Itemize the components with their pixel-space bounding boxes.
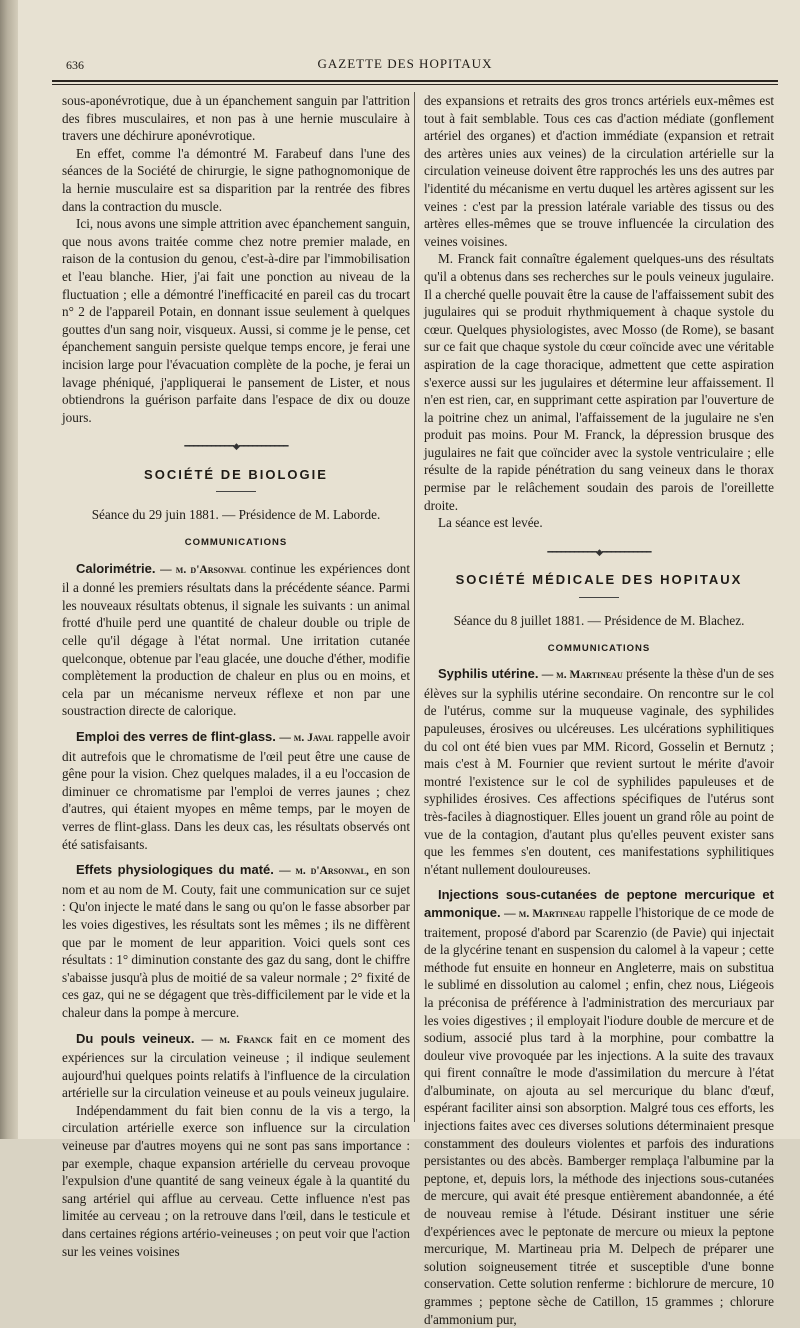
entry-text: fait en ce moment des expériences sur la circulation veineuse ; il indique seulement aujourd'hui quelques points relatifs à l'influence de la circulation artérielle sur la circulation veineuse et au pouls veineux jugulaire. — [62, 1030, 410, 1101]
short-rule — [579, 597, 619, 598]
entry-title: Syphilis utérine. — [438, 666, 539, 682]
entry-title: Calorimétrie. — [76, 560, 156, 576]
publication-title: GAZETTE DES HOPITAUX — [317, 56, 493, 71]
paragraph: En effet, comme l'a démontré M. Farabeuf dans l'une des séances de la Société de chirurgie, le signe pathognomonique de la hernie musculaire est sa disparition par la rentrée des fibres dans la contraction du muscle. — [62, 145, 410, 214]
entry-author: — m. Franck — [201, 1033, 273, 1046]
paragraph: sous-aponévrotique, due à un épanchement sanguin par l'attrition des fibres musculaires, et non pas à une hernie musculaire à travers une déchirure aponévrotique. — [62, 93, 410, 144]
entry-text: présente la thèse d'un de ses élèves sur la syphilis utérine secondaire. On rencontre sur le col de l'utérus, comme sur la muqueuse vaginale, des syphilides papuleuses, érosives ou ulcéreuses. Les ulcérations syphilitiques du col ont été bien vues par MM. Ricord, Gosselin et Bernutz ; mais c'est à M. Fournier que revient surtout le mérite d'avoir montré l'existence sur le col de syphilides papuleuses et de syphilides érosives. Ces affections spécifiques de l'utérus sont très-faciles à diagnostiquer. Elles jouent un grand rôle au point de vue de la contagion, d'autant plus qu'elles peuvent exister sans que les femmes s'en doutent, ces manifestations syphilitiques n'étant nullement douloureuses. — [424, 666, 774, 877]
entry-author: — m. d'Arsonval, — [279, 865, 369, 878]
left-column — [62, 92, 410, 1260]
page-header — [40, 54, 770, 76]
paragraph: M. Franck fait connaître également quelques-uns des résultats qu'il a obtenus dans ses recherches sur le pouls veineux jugulaire. Il a cherché quelle pouvait être la cause de l'affaissement subit des jugulaires qui se produit rhythmiquement à chaque systole du cœur. Quelques physiologistes, avec Mosso (de Rome), se basant sur ce fait que chaque systole du cœur coïncide avec une véritable aspiration de la cage thoracique, admettent que cette aspiration s'exerce aussi sur les jugulaires et détermine leur affaissement. Il n'en est rien, car, en supprimant cette aspiration par l'ouverture de la poitrine chez un animal, l'affaissement de la jugulaire ne s'en produit pas moins. Pour M. Franck, la dépression brusque des jugulaires ne fait que coïncider avec la systole ventriculaire ; elle résulte de la rapide pénétration du sang veineux dans le thorax permise par le relâchement soudain des parois de l'oreillette droite. — [424, 251, 774, 513]
section-ornament: ━━━━━━━━━━━◆━━━━━━━━━━━ — [184, 441, 288, 452]
communication-entry — [424, 886, 774, 1328]
communication-entry — [62, 728, 410, 853]
short-rule — [216, 491, 256, 492]
communications-heading: COMMUNICATIONS — [547, 642, 651, 654]
entry-title: Injections sous-cutanées de peptone mercurique et ammonique. — [424, 887, 774, 920]
communication-entry — [62, 861, 410, 1021]
communications-heading: COMMUNICATIONS — [184, 537, 288, 549]
society-heading: SOCIÉTÉ DE BIOLOGIE — [144, 466, 328, 482]
entry-author: — m. d'Arsonval — [160, 563, 246, 576]
entry-author: — m. Martineau — [504, 907, 586, 920]
entry-title: Effets physiologiques du maté. — [76, 862, 274, 878]
communication-entry — [62, 560, 410, 720]
paragraph: La séance est levée. — [438, 515, 543, 531]
entry-title: Du pouls veineux. — [76, 1030, 195, 1046]
paragraph: des expansions et retraits des gros troncs artériels eux-mêmes est tout à fait semblable. Tous ces cas d'action médiate (gonflement artériel des organes) et d'action immédiate (expansion et retrait des artères unies aux veines) de la circulation artérielle sur la circulation veineuse doivent être rapprochés les uns des autres par l'identité du mécanisme en vertu duquel les artères agissent sur les veines : c'est par la pression latérale variable des tissus ou des artères elles-mêmes que se trouve influencée la circulation des veines voisines. — [424, 93, 774, 249]
seance-line: Séance du 8 juillet 1881. — Présidence de M. Blachez. — [453, 613, 745, 629]
paragraph: Ici, nous avons une simple attrition avec épanchement sanguin, que nous avons traitée comme chez notre premier malade, en raison de la contusion du genou, c'est-à-dire par l'immobilisation et l'eau blanche. Hier, j'ai fait une ponction au niveau de la fluctuation ; elle a démontré l'inefficacité en pareil cas du trocart n° 2 de l'appareil Potain, en donnant issue seulement à quelques gouttes d'un sang noir, visqueux. Aussi, si comme je le pense, cet épanchement sanguin persiste quelque temps encore, je ferai une incision large pour l'évacuation complète de la poche, je ferai un lavage phéniqué, j'appliquerai le pansement de Lister, et nous obtiendrons la guérison parfaite dans l'espace de dix ou douze jours. — [62, 216, 410, 425]
entry-text: rappelle l'historique de ce mode de traitement, proposé d'abord par Scarenzio (de Pavie) qui injectait de la glycérine tenant en suspension du calomel à la vapeur ; cette méthode fut ensuite en honneur en Angleterre, mais on substitua le sublimé en dissolution au calomel ; enfin, chez nous, Liégeois la préconisa de préférence à l'administration des mercuriaux par les voies digestives ; il employait l'iodure double de mercure et de sodium, associé plus tard à la morphine, pour combattre la douleur vive provoquée par les injections. A la suite des travaux qui firent connaître le mode d'assimilation du mercure à l'état d'albuminate, on ajouta au sel mercurique du blanc d'œuf, espérant faciliter ainsi son absorption. Malgré tous ces efforts, les injections faites avec ces diverses solutions déterminaient presque constamment des douleurs violentes et parfois des indurations persistantes ou des abcès. Bamberger remplaça l'albumine par la peptone, et, depuis lors, la méthode des injections sous-cutanées de mercure, qui avait été presque entièrement abandonnée, a été de nouveau remise à l'étude. Désirant instituer une série d'expériences avec le peptonate de mercure ou mieux la peptone mercurique, M. Martineau pria M. Delpech de préparer une solution soigneusement titrée et susceptible d'une bonne conservation. Cette solution renferme : bichlorure de mercure, 10 grammes ; peptone sèche de Catillon, 15 grammes ; chlorure d'ammonium pur, — [424, 904, 775, 1327]
communication-entry — [62, 1030, 410, 1102]
paragraph: Indépendamment du fait bien connu de la vis a tergo, la circulation artérielle exerce son influence sur la circulation veineuse par d'autres moyens qui ne sont pas sans importance : par exemple, chaque expansion artérielle du cerveau provoque l'expulsion d'une quantité de sang veineux égale à la quantité du sang artériel qui afflue au cerveau. Cette influence n'est pas limitée au cerveau ; on la retrouve dans l'œil, dans le testicule et dans certaines régions artério-veineuses ; on peut voir que l'action sur les veines voisines — [62, 1102, 410, 1259]
page-number: 636 — [66, 58, 84, 72]
communication-entry — [424, 665, 774, 878]
right-column — [424, 92, 774, 1328]
column-divider — [414, 92, 415, 1122]
entry-title: Emploi des verres de flint-glass. — [76, 729, 276, 744]
entry-author: — m. Javal — [279, 732, 334, 744]
entry-text: en son nom et au nom de M. Couty, fait une communication sur ce sujet : Qu'on injecte le maté dans le sang ou qu'on le fasse absorber par les voies digestives, les résultats sont les mêmes ; ils ne diffèrent que par le moment de leur apparition. Voici quels sont ces résultats : 1° diminution constante des gaz du sang, dont le chiffre s'abaisse jusqu'à plus de moitié de sa valeur normale ; 2° fixité de ces gaz, qui ne se dégagent que très-difficilement par le vide et la chaleur dans la pompe à mercure. — [62, 862, 411, 1020]
entry-text: continue les expériences dont il a donné les premiers résultats dans la précédente séance. Parmi les nouveaux résultats obtenus, il signale les suivants : un animal frotté d'huile perd une quantité de chaleur double ou triple de celle qu'il dégage à l'état normal. Une irritation cutanée quelconque, obtenue par l'eau glacée, une douche d'éther, modifie complètement la production de chaleur en plus ou en moins, et cela par un mécanisme nerveux réflexe et non par une soustraction directe de calorique. — [62, 560, 411, 719]
entry-text: rappelle avoir dit autrefois que le chromatisme de l'œil peut être une cause de gêne pour la vision. Chez quelques malades, il a eu l'occasion de diminuer ce chromatisme par l'emploi de verres jaunes ; chez d'autres, qui étaient myopes en même temps, par le moyen de verres de flint-glass. Dans les deux cas, les résultats observés ont été satisfaisants. — [62, 729, 410, 852]
society-heading: SOCIÉTÉ MÉDICALE DES HOPITAUX — [455, 572, 743, 588]
entry-author: — m. Martineau — [541, 669, 623, 682]
seance-line: Séance du 29 juin 1881. — Présidence de M. Laborde. — [91, 507, 381, 523]
header-double-rule — [52, 80, 778, 85]
section-ornament: ━━━━━━━━━━━◆━━━━━━━━━━━ — [547, 546, 651, 557]
page-binding-edge — [0, 0, 18, 1139]
